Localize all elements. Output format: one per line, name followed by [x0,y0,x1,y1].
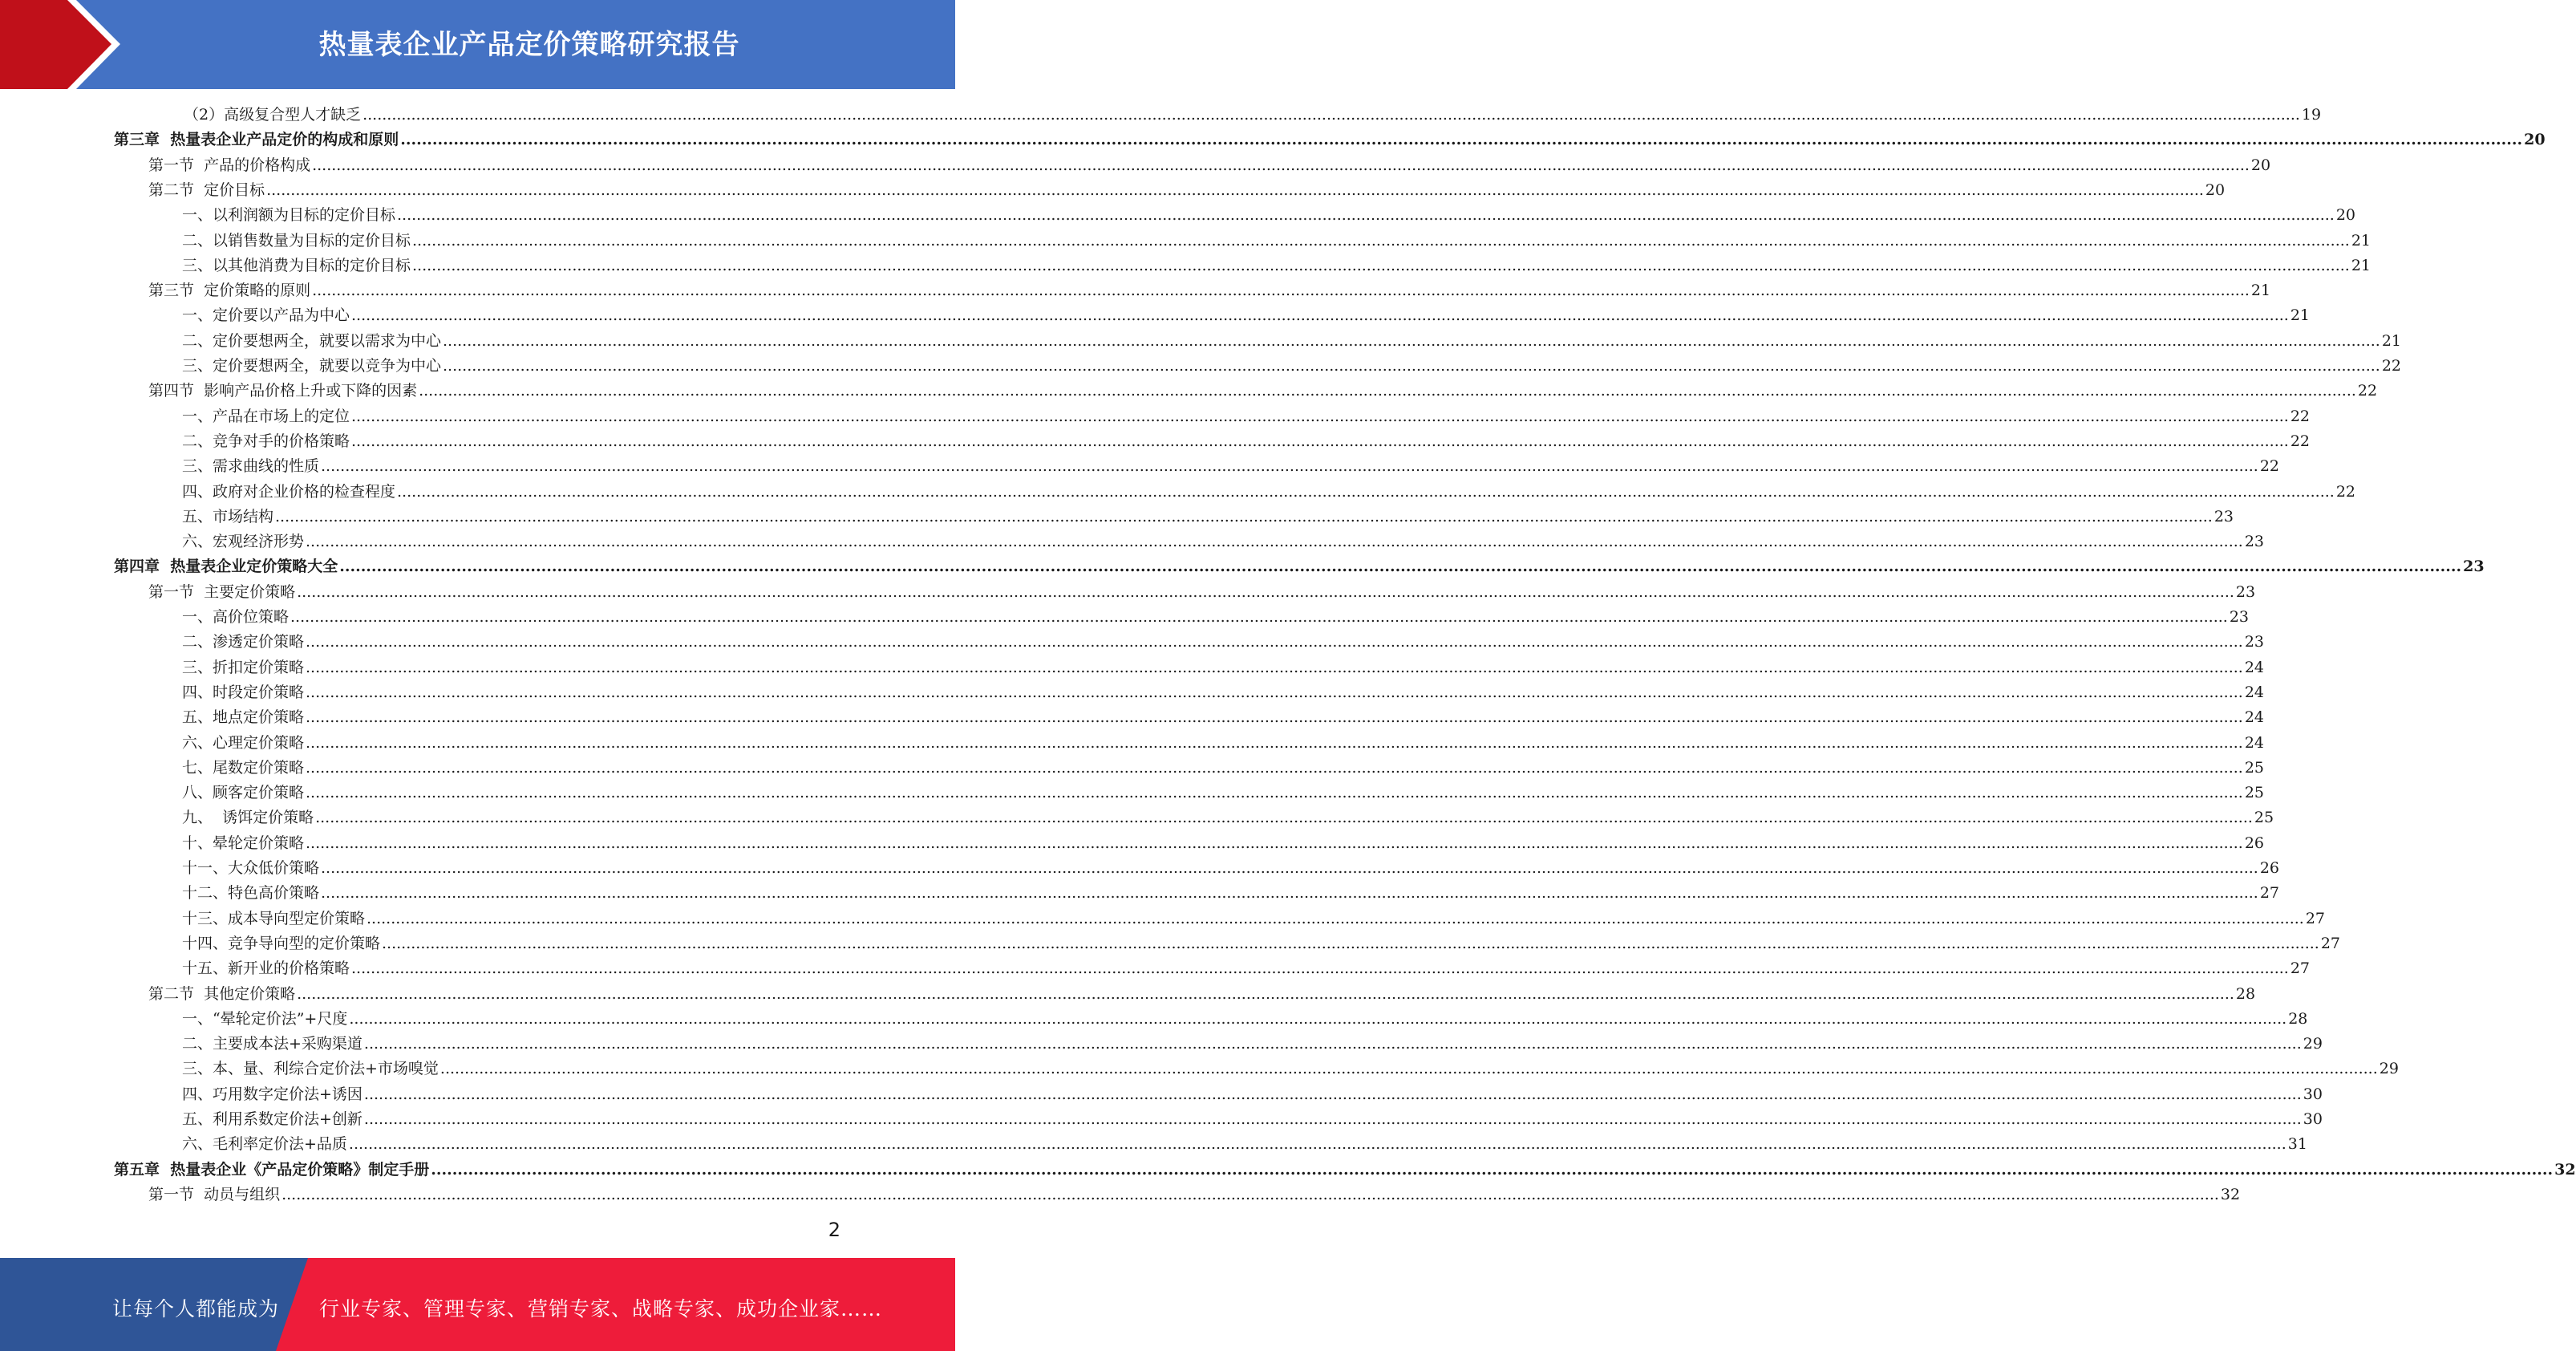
toc-dot-leader: ................................................................................................................................................................................................................................................................................................................................................................................................................ [321,859,2258,877]
chevron-shape [0,0,111,89]
toc-entry[interactable] [182,404,2311,429]
toc-entry[interactable] [114,554,2485,579]
toc-entry[interactable] [182,630,2265,655]
toc-dot-leader: ................................................................................................................................................................................................................................................................................................................................................................................................................ [315,809,2253,827]
toc-entry-label: 十、晕轮定价策略 [182,834,305,852]
chevron-decoration [0,0,128,89]
toc-dot-leader: ................................................................................................................................................................................................................................................................................................................................................................................................................ [397,206,2335,225]
toc-entry[interactable] [182,831,2265,856]
toc-dot-leader: ................................................................................................................................................................................................................................................................................................................................................................................................................ [306,708,2243,727]
toc-dot-leader: ................................................................................................................................................................................................................................................................................................................................................................................................................ [266,181,2204,199]
toc-entry-label: 十二、特色高价策略 [182,884,320,903]
toc-entry[interactable] [148,153,2271,178]
toc-entry[interactable] [182,254,2371,278]
toc-entry-label: 第二节 其他定价策略 [148,984,296,1003]
toc-dot-leader: ................................................................................................................................................................................................................................................................................................................................................................................................................ [439,1060,2378,1078]
toc-entry-label: 第一节 动员与组织 [148,1185,281,1203]
toc-entry-page: 21 [2351,231,2371,250]
toc-entry-page: 19 [2301,106,2322,124]
toc-entry[interactable] [148,580,2256,605]
toc-entry-label: 三、定价要想两全，就要以竞争为中心 [182,357,442,375]
toc-entry-page: 21 [2290,306,2311,325]
toc-entry[interactable] [182,655,2265,680]
toc-entry-page: 23 [2213,507,2234,525]
toc-entry[interactable] [182,505,2234,529]
toc-entry-label: 二、以销售数量为目标的定价目标 [182,231,411,250]
toc-entry-label: 三、折扣定价策略 [182,658,305,676]
toc-entry-page: 27 [2290,959,2311,978]
toc-entry-label: 六、心理定价策略 [182,733,305,752]
toc-dot-leader: ................................................................................................................................................................................................................................................................................................................................................................................................................ [321,457,2258,476]
toc-entry[interactable] [182,229,2371,254]
toc-entry[interactable] [148,178,2226,203]
toc-entry-label: 四、时段定价策略 [182,683,305,701]
toc-entry-label: 八、顾客定价策略 [182,784,305,802]
toc-dot-leader: ................................................................................................................................................................................................................................................................................................................................................................................................................ [281,1185,2219,1203]
toc-dot-leader: ................................................................................................................................................................................................................................................................................................................................................................................................................ [306,784,2243,802]
toc-entry[interactable] [182,605,2250,630]
toc-entry-page: 23 [2463,558,2485,576]
header-banner [0,0,955,89]
toc-dot-leader: ................................................................................................................................................................................................................................................................................................................................................................................................................ [321,884,2258,903]
toc-entry[interactable] [114,1158,2576,1183]
toc-entry-label: 一、定价要以产品为中心 [182,306,350,325]
toc-entry[interactable] [182,856,2280,881]
toc-entry[interactable] [182,1082,2323,1107]
toc-entry-page: 28 [2288,1009,2308,1028]
toc-entry-page: 21 [2381,331,2402,350]
toc-entry-page: 20 [2205,181,2226,199]
toc-dot-leader: ................................................................................................................................................................................................................................................................................................................................................................................................................ [349,1009,2287,1028]
toc-entry-label: 第三章 热量表企业产品定价的构成和原则 [114,131,399,149]
toc-entry[interactable] [182,454,2280,479]
footer-slogan-left: 让每个人都能成为 [112,1297,280,1321]
toc-entry[interactable] [182,931,2341,956]
toc-entry[interactable] [182,480,2356,505]
toc-entry[interactable] [182,1007,2308,1032]
toc-dot-leader: ................................................................................................................................................................................................................................................................................................................................................................................................................ [306,834,2243,852]
toc-entry-label: 第四节 影响产品价格上升或下降的因素 [148,382,418,400]
toc-entry-label: 十一、大众低价策略 [182,859,320,877]
toc-entry-page: 21 [2250,282,2271,300]
toc-entry[interactable] [148,278,2271,303]
toc-entry[interactable] [182,731,2265,756]
toc-entry-page: 22 [2259,457,2280,476]
toc-entry[interactable] [182,1132,2307,1157]
toc-entry-page: 29 [2379,1060,2399,1078]
toc-dot-leader: ................................................................................................................................................................................................................................................................................................................................................................................................................ [297,984,2234,1003]
toc-dot-leader: ................................................................................................................................................................................................................................................................................................................................................................................................................ [351,306,2289,325]
toc-entry-page: 22 [2335,482,2356,501]
toc-dot-leader: ................................................................................................................................................................................................................................................................................................................................................................................................................ [312,282,2250,300]
report-title: 热量表企业产品定价策略研究报告 [318,29,740,61]
toc-entry-page: 20 [2524,131,2546,149]
toc-entry-page: 23 [2244,633,2265,651]
toc-entry-page: 23 [2244,533,2265,551]
toc-entry-label: 五、地点定价策略 [182,708,305,727]
toc-entry-page: 29 [2303,1035,2323,1053]
toc-entry-page: 31 [2287,1135,2307,1154]
toc-entry[interactable] [184,103,2322,128]
toc-entry-label: 五、市场结构 [182,507,274,525]
toc-entry-page: 32 [2220,1185,2241,1203]
toc-entry-label: 二、竞争对手的价格策略 [182,432,350,450]
toc-entry-page: 22 [2357,382,2378,400]
toc-entry-page: 22 [2381,357,2402,375]
footer-banner [0,1258,955,1351]
toc-entry-label: 一、以利润额为目标的定价目标 [182,206,396,225]
toc-entry-page: 30 [2303,1085,2323,1103]
toc-entry[interactable] [182,354,2402,379]
toc-entry-label: 四、巧用数字定价法+诱因 [182,1085,363,1103]
toc-entry[interactable] [182,881,2280,906]
toc-entry-page: 20 [2250,156,2271,174]
toc-entry[interactable] [182,1107,2323,1132]
toc-dot-leader: ................................................................................................................................................................................................................................................................................................................................................................................................................ [312,156,2250,174]
toc-dot-leader: ................................................................................................................................................................................................................................................................................................................................................................................................................ [412,256,2350,274]
toc-entry[interactable] [182,529,2265,554]
toc-entry-page: 25 [2244,784,2265,802]
toc-entry-page: 30 [2303,1110,2323,1128]
toc-entry-page: 32 [2554,1160,2576,1179]
toc-entry-page: 24 [2244,683,2265,701]
toc-entry-page: 20 [2335,206,2356,225]
toc-entry-page: 24 [2244,733,2265,752]
toc-entry-page: 26 [2259,859,2280,877]
toc-entry-page: 22 [2290,432,2311,450]
toc-entry-page: 27 [2320,934,2341,952]
toc-dot-leader: ................................................................................................................................................................................................................................................................................................................................................................................................................ [306,758,2243,777]
toc-entry-label: 第四章 热量表企业定价策略大全 [114,558,338,576]
toc-dot-leader: ................................................................................................................................................................................................................................................................................................................................................................................................................ [306,633,2243,651]
toc-entry-page: 24 [2244,658,2265,676]
toc-entry[interactable] [148,1183,2241,1207]
toc-entry[interactable] [182,1032,2323,1057]
toc-dot-leader: ................................................................................................................................................................................................................................................................................................................................................................................................................ [306,733,2243,752]
toc-dot-leader: ................................................................................................................................................................................................................................................................................................................................................................................................................ [363,106,2300,124]
toc-dot-leader: ................................................................................................................................................................................................................................................................................................................................................................................................................ [367,909,2304,927]
toc-entry[interactable] [114,128,2546,152]
toc-dot-leader: ................................................................................................................................................................................................................................................................................................................................................................................................................ [443,357,2380,375]
toc-entry-label: 一、“晕轮定价法”+尺度 [182,1009,348,1028]
toc-dot-leader: ................................................................................................................................................................................................................................................................................................................................................................................................................ [306,683,2243,701]
toc-entry[interactable] [182,303,2311,328]
toc-entry[interactable] [182,907,2326,931]
toc-entry[interactable] [182,429,2311,454]
toc-entry-label: 十四、竞争导向型的定价策略 [182,934,381,952]
toc-entry-label: 第五章 热量表企业《产品定价策略》制定手册 [114,1160,430,1179]
toc-entry[interactable] [182,756,2265,781]
page-number: 2 [828,1219,840,1241]
toc-entry-label: 三、本、量、利综合定价法+市场嗅觉 [182,1060,439,1078]
toc-entry-label: 一、高价位策略 [182,608,290,626]
toc-entry-label: 二、定价要想两全，就要以需求为中心 [182,331,442,350]
toc-dot-leader: ................................................................................................................................................................................................................................................................................................................................................................................................................ [443,331,2380,350]
toc-entry-page: 28 [2235,984,2256,1003]
toc-entry-page: 21 [2351,256,2371,274]
toc-entry-label: 七、尾数定价策略 [182,758,305,777]
toc-entry-label: 第二节 定价目标 [148,181,265,199]
toc-entry-label: 一、产品在市场上的定位 [182,407,350,425]
toc-entry[interactable] [182,956,2311,981]
toc-entry-page: 24 [2244,708,2265,727]
toc-entry-label: 第三节 定价策略的原则 [148,282,311,300]
toc-entry-label: 六、毛利率定价法+品质 [182,1135,347,1154]
toc-dot-leader: ................................................................................................................................................................................................................................................................................................................................................................................................................ [419,382,2356,400]
toc-dot-leader: ................................................................................................................................................................................................................................................................................................................................................................................................................ [412,231,2350,250]
toc-entry[interactable] [148,379,2378,404]
toc-entry[interactable] [182,1057,2399,1081]
toc-dot-leader: ................................................................................................................................................................................................................................................................................................................................................................................................................ [363,1110,2302,1128]
toc-entry-page: 25 [2244,758,2265,777]
toc-dot-leader: ................................................................................................................................................................................................................................................................................................................................................................................................................ [397,482,2335,501]
toc-dot-leader: ................................................................................................................................................................................................................................................................................................................................................................................................................ [431,1160,2554,1179]
toc-entry-page: 27 [2259,884,2280,903]
toc-dot-leader: ................................................................................................................................................................................................................................................................................................................................................................................................................ [382,934,2319,952]
toc-entry-label: 十五、新开业的价格策略 [182,959,350,978]
toc-dot-leader: ................................................................................................................................................................................................................................................................................................................................................................................................................ [363,1085,2302,1103]
toc-dot-leader: ................................................................................................................................................................................................................................................................................................................................................................................................................ [400,131,2523,149]
toc-dot-leader: ................................................................................................................................................................................................................................................................................................................................................................................................................ [306,658,2243,676]
toc-entry-page: 23 [2235,582,2256,601]
toc-dot-leader: ................................................................................................................................................................................................................................................................................................................................................................................................................ [306,533,2243,551]
toc-entry[interactable] [182,680,2265,705]
toc-entry-label: 九、 诱饵定价策略 [182,809,314,827]
toc-dot-leader: ................................................................................................................................................................................................................................................................................................................................................................................................................ [363,1035,2302,1053]
toc-entry-label: 十三、成本导向型定价策略 [182,909,366,927]
toc-entry-page: 26 [2244,834,2265,852]
toc-entry[interactable] [182,705,2265,730]
toc-entry-label: 第一节 产品的价格构成 [148,156,311,174]
toc-entry-label: 第一节 主要定价策略 [148,582,296,601]
toc-dot-leader: ................................................................................................................................................................................................................................................................................................................................................................................................................ [290,608,2228,626]
footer-slogan-right: 行业专家、管理专家、营销专家、战略专家、成功企业家…… [319,1297,883,1321]
toc-dot-leader: ................................................................................................................................................................................................................................................................................................................................................................................................................ [339,558,2462,576]
toc-entry-label: 五、利用系数定价法+创新 [182,1110,363,1128]
toc-entry-label: 四、政府对企业价格的检查程度 [182,482,396,501]
toc-entry[interactable] [182,781,2265,805]
toc-entry[interactable] [182,203,2356,228]
toc-entry-label: 三、以其他消费为目标的定价目标 [182,256,411,274]
toc-entry-label: 六、宏观经济形势 [182,533,305,551]
toc-entry-page: 27 [2305,909,2326,927]
toc-dot-leader: ................................................................................................................................................................................................................................................................................................................................................................................................................ [351,959,2289,978]
toc-entry-page: 23 [2229,608,2250,626]
toc-entry[interactable] [148,982,2256,1007]
toc-entry-label: 三、需求曲线的性质 [182,457,320,476]
toc-entry-label: （2）高级复合型人才缺乏 [184,106,362,124]
toc-entry[interactable] [182,805,2274,830]
toc-dot-leader: ................................................................................................................................................................................................................................................................................................................................................................................................................ [351,432,2289,450]
toc-dot-leader: ................................................................................................................................................................................................................................................................................................................................................................................................................ [351,407,2289,425]
toc-entry-label: 二、渗透定价策略 [182,633,305,651]
toc-dot-leader: ................................................................................................................................................................................................................................................................................................................................................................................................................ [275,507,2213,525]
toc-dot-leader: ................................................................................................................................................................................................................................................................................................................................................................................................................ [348,1135,2286,1154]
toc-entry-label: 二、主要成本法+采购渠道 [182,1035,363,1053]
toc-entry-page: 22 [2290,407,2311,425]
toc-dot-leader: ................................................................................................................................................................................................................................................................................................................................................................................................................ [297,582,2234,601]
toc-entry[interactable] [182,329,2402,354]
toc-entry-page: 25 [2254,809,2274,827]
